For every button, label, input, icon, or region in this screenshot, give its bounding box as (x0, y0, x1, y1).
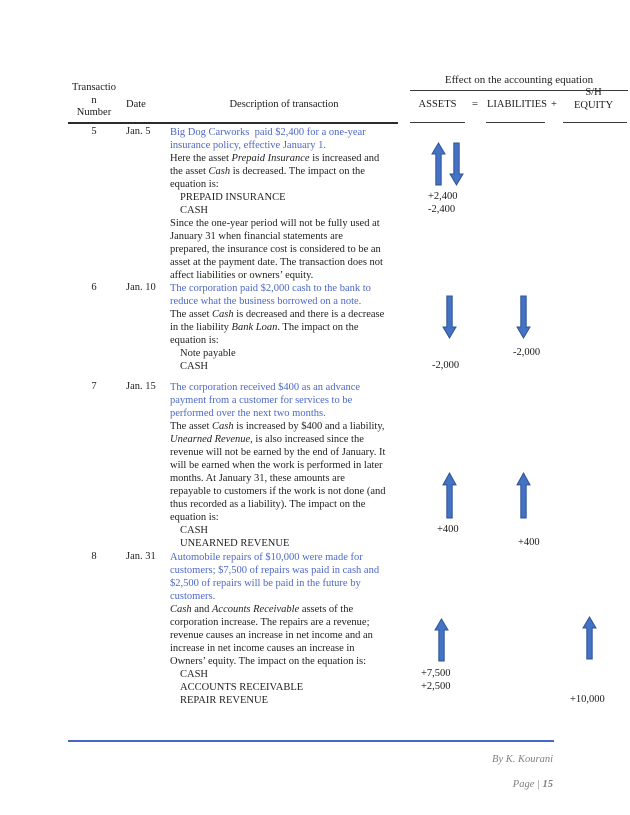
column-header-assets: ASSETS (418, 99, 457, 110)
column-header-liabilities: LIABILITIES (486, 99, 548, 110)
account-line: CASH (180, 361, 209, 372)
account-line: ACCOUNTS RECEIVABLE (180, 682, 304, 693)
transaction-description (170, 282, 420, 373)
increase-arrow-icon (431, 142, 446, 186)
transaction-description (170, 126, 420, 282)
column-header-sh-equity: S/H EQUITY (573, 87, 614, 111)
transaction-number: 8 (91, 551, 97, 562)
amount-assets: +400 (437, 524, 459, 535)
footer-author: By K. Kourani (492, 754, 553, 765)
account-list (170, 191, 420, 217)
description-summary: The corporation paid $2,000 cash to the bank to reduce what the business borrowed on a note. (170, 283, 371, 307)
account-line: Note payable (180, 348, 236, 359)
account-line: REPAIR REVENUE (180, 695, 268, 706)
increase-arrow-icon (442, 472, 457, 519)
transaction-number: 5 (91, 126, 97, 137)
transaction-number: 6 (91, 282, 97, 293)
column-header-date: Date (126, 99, 146, 110)
increase-arrow-icon (516, 472, 531, 519)
amount-liabilities: -2,000 (513, 347, 541, 358)
description-note: Since the one-year period will not be fully used at January 31 when financial statements are prepared, the insurance cost is considered to be an asset at the payment date. The transaction does not affect liabilities or owners’ equity. (170, 218, 383, 281)
transaction-date: Jan. 31 (126, 551, 156, 562)
amount-assets: -2,400 (428, 204, 456, 215)
account-line: CASH (180, 669, 209, 680)
equals-sign: = (472, 99, 478, 110)
amount-assets: +2,400 (428, 191, 458, 202)
column-header-transaction-number: Transactio n Number (72, 82, 116, 118)
transaction-description (170, 381, 420, 550)
effect-heading: Effect on the accounting equation (444, 74, 594, 86)
transaction-description (170, 551, 420, 707)
page-label: Page | (512, 779, 543, 790)
amount-assets: -2,000 (432, 360, 460, 371)
account-list (170, 668, 420, 707)
amount-liabilities: +400 (518, 537, 540, 548)
decrease-arrow-icon (442, 295, 457, 339)
amount-assets: +7,500 (421, 668, 451, 679)
account-line: PREPAID INSURANCE (180, 192, 286, 203)
account-line: CASH (180, 525, 209, 536)
description-summary: Big Dog Carworks paid $2,400 for a one-year insurance policy, effective January 1. (170, 127, 366, 151)
account-list (170, 347, 420, 373)
transaction-date: Jan. 10 (126, 282, 156, 293)
account-line: CASH (180, 205, 209, 216)
decrease-arrow-icon (449, 142, 464, 186)
footer-divider (68, 740, 554, 742)
liabilities-underline (486, 122, 545, 123)
column-header-description: Description of transaction (229, 99, 339, 110)
amount-assets: +2,500 (421, 681, 451, 692)
description-body: Here the asset Prepaid Insurance is increased and the asset Cash is decreased. The impact on the equation is: (170, 153, 380, 190)
equity-underline (563, 122, 627, 123)
description-summary: Automobile repairs of $10,000 were made for customers; $7,500 of repairs was paid in cash and $2,500 of repairs will be paid in the future by customers. (170, 552, 380, 602)
transaction-number: 7 (91, 381, 97, 392)
description-summary: The corporation received $400 as an advance payment from a customer for services to be performed over the next two months. (170, 382, 361, 419)
plus-sign: + (551, 99, 557, 110)
footer-page-number (513, 779, 553, 790)
description-body: The asset Cash is decreased and there is a decrease in the liability Bank Loan. The impact on the equation is: (170, 309, 385, 346)
transaction-date: Jan. 15 (126, 381, 156, 392)
amount-equity: +10,000 (570, 694, 605, 705)
description-body: Cash and Accounts Receivable assets of the corporation increase. The repairs are a revenue; revenue causes an increase in net income and an increase in net income causes an increase in Owners’ equity. The impact on the equation is: (170, 604, 373, 667)
description-body: The asset Cash is increased by $400 and a liability, Unearned Revenue, is also increased since the revenue will not be earned by the end of January. It will be earned when the work is performed in later months. At January 31, these amounts are repayable to customers if the work is not done (and thus recorded as a liability). The impact on the equation is: (170, 421, 386, 523)
account-line: UNEARNED REVENUE (180, 538, 290, 549)
header-rule-left (68, 122, 398, 124)
account-list (170, 524, 420, 550)
increase-arrow-icon (434, 618, 449, 662)
decrease-arrow-icon (516, 295, 531, 339)
transaction-date: Jan. 5 (126, 126, 151, 137)
assets-underline (410, 122, 465, 123)
increase-arrow-icon (582, 616, 597, 660)
page-number-value: 15 (542, 779, 553, 790)
